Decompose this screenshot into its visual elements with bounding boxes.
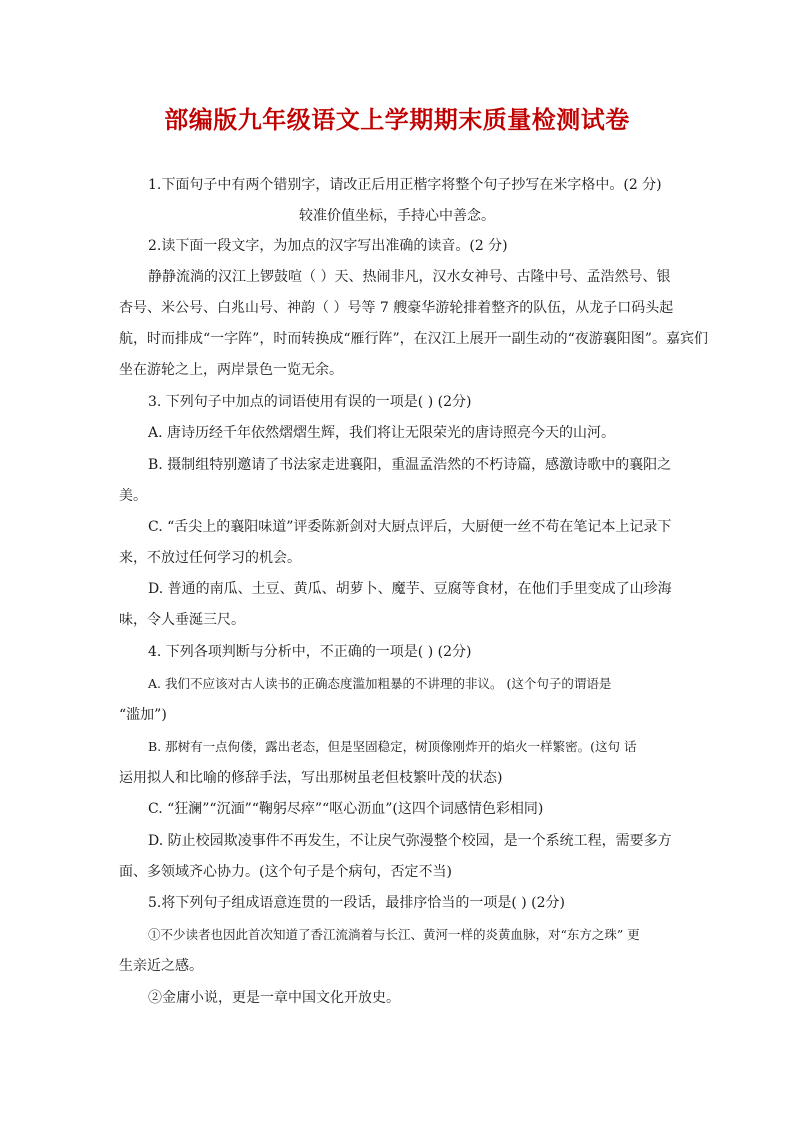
sentence-2: ②金庸小说，更是一章中国文化开放史。 — [148, 990, 400, 1006]
passage-line: 坐在游轮之上，两岸景色一览无余。 — [119, 362, 343, 378]
option-a: A. 唐诗历经千年依然熠熠生辉，我们将让无限荣光的唐诗照亮今天的山河。 — [148, 425, 616, 441]
sentence-1: ①不少读者也因此首次知道了香江流淌着与长江、黄河一样的炎黄血脉，对“东方之珠” 更 — [148, 927, 640, 942]
page-title: 部编版九年级语文上学期期末质量检测试卷 — [164, 106, 630, 134]
question-2-text: 2.读下面一段文字，为加点的汉字写出准确的读音。(2 分) — [148, 238, 508, 254]
option-d: D. 普通的南瓜、土豆、黄瓜、胡萝卜、魔芋、豆腐等食材，在他们手里变成了山珍海 — [148, 581, 672, 597]
option-d: D. 防止校园欺凌事件不再发生，不让戾气弥漫整个校园，是一个系统工程，需要多方 — [148, 833, 672, 849]
question-5-text: 5.将下列句子组成语意连贯的一段话，最排序恰当的一项是( ) (2分) — [148, 895, 566, 911]
option-b-cont: 运用拟人和比喻的修辞手法，写出那树虽老但枝繁叶茂的状态) — [119, 770, 503, 786]
option-a: A. 我们不应该对古人读书的正确态度滥加粗暴的不讲理的非议。 (这个句子的谓语是 — [148, 676, 612, 691]
option-c: C. “舌尖上的襄阳味道”评委陈新剑对大厨点评后，大厨便一丝不苟在笔记本上记录下 — [148, 519, 672, 535]
passage-line: 杏号、米公号、白兆山号、神韵（ ）号等 7 艘豪华游轮排着整齐的队伍，从龙子口码头起 — [119, 300, 674, 316]
passage-line: 航，时而排成“一字阵”，时而转换成“雁行阵”，在汉江上展开一副生动的“夜游襄阳图”。嘉宾们 — [119, 331, 708, 347]
option-d-cont: 面、多领域齐心协力。(这个句子是个病句，否定不当) — [119, 864, 452, 880]
question-4-text: 4. 下列各项判断与分析中，不正确的一项是( ) (2分) — [148, 644, 472, 660]
question-1-sentence: 较准价值坐标，手持心中善念。 — [299, 208, 495, 224]
option-b: B. 那树有一点佝偻，露出老态，但是坚固稳定，树顶像刚炸开的焰火一样繁密。(这句 话 — [148, 739, 637, 754]
question-3-text: 3. 下列句子中加点的词语使用有误的一项是( ) (2分) — [148, 394, 472, 410]
passage-line: 静静流淌的汉江上锣鼓喧（ ）天、热闹非凡，汉水女神号、古隆中号、孟浩然号、银 — [148, 269, 671, 285]
option-d-cont: 味，令人垂涎三尺。 — [119, 612, 245, 628]
question-1-text: 1.下面句子中有两个错别字，请改正后用正楷字将整个句子抄写在米字格中。(2 分) — [148, 177, 662, 193]
sentence-1-cont: 生亲近之感。 — [119, 958, 203, 974]
option-c: C. “狂澜”“沉湎”“鞠躬尽瘁”“呕心沥血”(这四个词感情色彩相同) — [148, 801, 544, 817]
option-b: B. 摄制组特别邀请了书法家走进襄阳，重温孟浩然的不朽诗篇，感激诗歌中的襄阳之 — [148, 457, 672, 473]
option-b-cont: 美。 — [119, 488, 147, 504]
option-a-cont: “滥加”) — [119, 707, 167, 723]
option-c-cont: 来，不放过任何学习的机会。 — [119, 550, 301, 566]
